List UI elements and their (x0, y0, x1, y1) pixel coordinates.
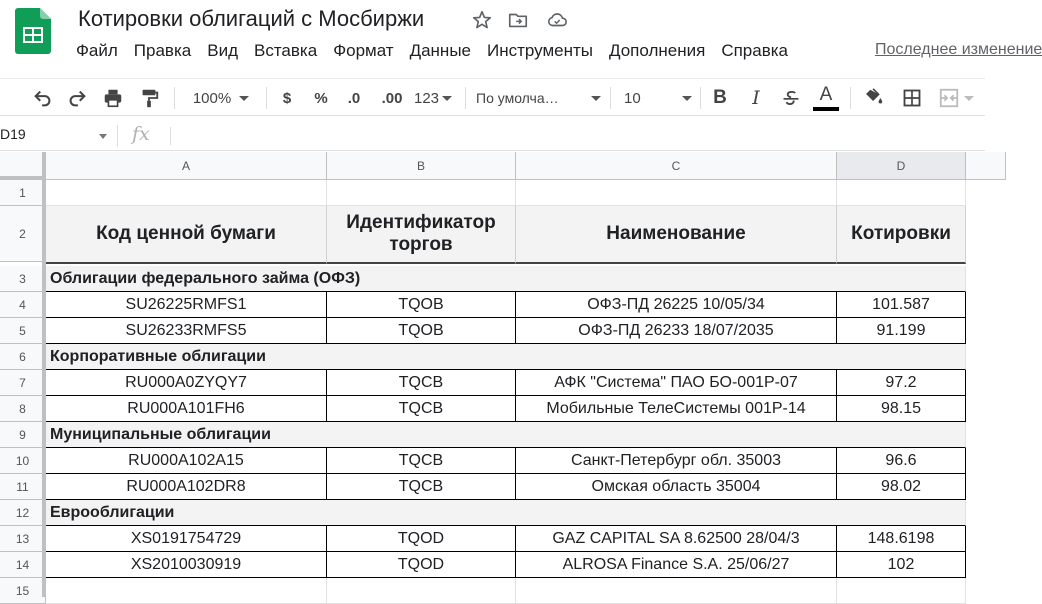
row-header[interactable]: 7 (0, 370, 46, 396)
merge-cells-icon[interactable] (936, 83, 976, 113)
toolbar-separator (266, 87, 267, 109)
menu-view[interactable]: Вид (207, 41, 238, 60)
text-color-letter: A (819, 84, 833, 105)
toolbar-separator (610, 87, 611, 109)
percent-format-button[interactable]: % (314, 89, 328, 107)
column-header-c[interactable]: C (516, 152, 837, 180)
menu-file[interactable]: Файл (76, 41, 118, 60)
more-formats-select[interactable] (411, 83, 455, 113)
function-icon: fx (132, 123, 150, 145)
table-cell[interactable]: Омская область 35004 (516, 474, 837, 500)
zoom-value: 100% (192, 89, 232, 107)
cell[interactable] (46, 578, 327, 604)
toolbar-separator (465, 87, 466, 109)
row-header[interactable]: 3 (0, 266, 46, 292)
menu-insert[interactable]: Вставка (254, 41, 318, 60)
row-header[interactable]: 8 (0, 396, 46, 422)
more-formats-label: 123 (413, 89, 440, 107)
frozen-column-divider[interactable] (42, 152, 46, 597)
cell[interactable] (516, 578, 837, 604)
row-header[interactable]: 11 (0, 474, 46, 500)
fill-color-icon[interactable] (860, 83, 888, 113)
borders-icon[interactable] (898, 83, 926, 113)
row-header[interactable]: 9 (0, 422, 46, 448)
table-cell[interactable]: 96.6 (837, 448, 966, 474)
bold-button[interactable]: B (713, 87, 727, 108)
decrease-decimal-button[interactable]: .0 (347, 89, 361, 107)
table-header-cell[interactable]: Идентификатор торгов (327, 206, 516, 264)
chevron-down-icon (591, 96, 601, 101)
table-cell[interactable]: 101.587 (837, 292, 966, 318)
table-cell[interactable]: 91.199 (837, 318, 966, 344)
toolbar-separator (850, 87, 851, 109)
table-cell[interactable]: RU000A0ZYQY7 (46, 370, 327, 396)
select-all-corner[interactable] (0, 152, 46, 180)
column-header-d[interactable]: D (837, 152, 966, 180)
column-header-e[interactable] (966, 152, 1006, 180)
chevron-down-icon (964, 96, 974, 101)
table-cell[interactable]: RU000A101FH6 (46, 396, 327, 422)
table-cell[interactable]: SU26233RMFS5 (46, 318, 327, 344)
table-cell[interactable]: TQCB (327, 396, 516, 422)
chevron-down-icon[interactable] (99, 134, 107, 139)
formula-separator (170, 127, 171, 145)
table-header-cell[interactable]: Наименование (516, 206, 837, 264)
font-family-value: По умолча… (476, 90, 559, 106)
toolbar-separator (700, 87, 701, 109)
table-cell[interactable]: Санкт-Петербург обл. 35003 (516, 448, 837, 474)
menu-tools[interactable]: Инструменты (487, 41, 594, 60)
font-family-select[interactable] (476, 83, 601, 113)
chevron-down-icon (239, 96, 249, 101)
cloud-saved-icon[interactable] (545, 8, 569, 32)
document-title[interactable]: Котировки облигаций с Мосбиржи (78, 6, 425, 31)
text-color-button[interactable] (812, 83, 840, 113)
menu-format[interactable]: Формат (333, 41, 394, 60)
table-cell[interactable]: TQOD (327, 552, 516, 578)
row-header[interactable]: 6 (0, 344, 46, 370)
spreadsheet-grid (0, 152, 985, 597)
row-header[interactable]: 4 (0, 292, 46, 318)
table-cell[interactable]: ALROSA Finance S.A. 25/06/27 (516, 552, 837, 578)
paint-format-icon[interactable] (134, 83, 164, 113)
menu-addons[interactable]: Дополнения (609, 41, 706, 60)
toolbar-separator (174, 87, 175, 109)
table-cell[interactable]: TQOB (327, 318, 516, 344)
formula-bar (0, 121, 985, 151)
cell[interactable] (46, 180, 327, 206)
row-header[interactable]: 12 (0, 500, 46, 526)
table-cell[interactable]: TQCB (327, 474, 516, 500)
toolbar (0, 78, 985, 116)
table-cell[interactable]: TQCB (327, 448, 516, 474)
row-header[interactable]: 13 (0, 526, 46, 552)
chevron-down-icon (682, 96, 692, 101)
row-header[interactable]: 15 (0, 578, 46, 604)
table-header-cell[interactable]: Котировки (837, 206, 966, 264)
font-size-value: 10 (624, 89, 641, 107)
group-title-cell[interactable]: Облигации федерального займа (ОФЗ) (46, 266, 966, 292)
print-icon[interactable] (98, 83, 128, 113)
group-title-cell[interactable]: Муниципальные облигации (46, 422, 966, 448)
cell[interactable] (516, 180, 837, 206)
menu-help[interactable]: Справка (721, 41, 789, 60)
column-header-b[interactable]: B (327, 152, 516, 180)
italic-button[interactable]: I (752, 87, 760, 109)
table-cell[interactable]: 97.2 (837, 370, 966, 396)
last-edit-link[interactable]: Последнее изменение (875, 41, 1042, 58)
title-bar (0, 0, 1042, 74)
increase-decimal-button[interactable]: .00 (381, 89, 403, 107)
table-cell[interactable]: ОФЗ-ПД 26225 10/05/34 (516, 292, 837, 318)
table-cell[interactable]: GAZ CAPITAL SA 8.62500 28/04/3 (516, 526, 837, 552)
row-header[interactable]: 2 (0, 206, 46, 262)
table-cell[interactable]: ОФЗ-ПД 26233 18/07/2035 (516, 318, 837, 344)
table-cell[interactable]: RU000A102DR8 (46, 474, 327, 500)
menu-data[interactable]: Данные (409, 41, 471, 60)
table-cell[interactable]: Мобильные ТелеСистемы 001P-14 (516, 396, 837, 422)
cell[interactable] (327, 180, 516, 206)
star-icon[interactable] (470, 8, 494, 32)
group-title-cell[interactable]: Еврооблигации (46, 500, 966, 526)
row-header[interactable]: 10 (0, 448, 46, 474)
strikethrough-icon[interactable] (778, 83, 804, 113)
group-title-cell[interactable]: Корпоративные облигации (46, 344, 966, 370)
menu-edit[interactable]: Правка (133, 41, 192, 60)
sheets-logo-icon[interactable] (15, 8, 51, 54)
table-cell[interactable]: SU26225RMFS1 (46, 292, 327, 318)
table-cell[interactable]: 98.15 (837, 396, 966, 422)
table-cell[interactable]: XS2010030919 (46, 552, 327, 578)
cell[interactable] (837, 180, 966, 206)
row-header[interactable]: 5 (0, 318, 46, 344)
name-box[interactable]: D19 (0, 126, 26, 142)
table-cell[interactable]: 98.02 (837, 474, 966, 500)
table-cell[interactable]: АФК "Система" ПАО БО-001P-07 (516, 370, 837, 396)
zoom-select[interactable] (186, 83, 256, 113)
table-cell[interactable]: TQOD (327, 526, 516, 552)
table-cell[interactable]: 148.6198 (837, 526, 966, 552)
table-cell[interactable]: TQCB (327, 370, 516, 396)
font-size-select[interactable] (620, 83, 692, 113)
column-header-a[interactable]: A (46, 152, 327, 180)
table-cell[interactable]: RU000A102A15 (46, 448, 327, 474)
menu-bar (68, 40, 796, 64)
table-cell[interactable]: TQOB (327, 292, 516, 318)
cell[interactable] (327, 578, 516, 604)
table-cell[interactable]: 102 (837, 552, 966, 578)
row-header[interactable]: 1 (0, 180, 46, 206)
chevron-down-icon (442, 96, 452, 101)
formula-separator (117, 125, 118, 147)
move-to-folder-icon[interactable] (506, 8, 530, 32)
table-cell[interactable]: XS0191754729 (46, 526, 327, 552)
text-color-swatch (813, 107, 839, 111)
cell[interactable] (837, 578, 966, 604)
undo-icon[interactable] (28, 83, 58, 113)
redo-icon[interactable] (62, 83, 92, 113)
row-header[interactable]: 14 (0, 552, 46, 578)
currency-format-button[interactable]: $ (282, 89, 292, 107)
table-header-cell[interactable]: Код ценной бумаги (46, 206, 327, 264)
